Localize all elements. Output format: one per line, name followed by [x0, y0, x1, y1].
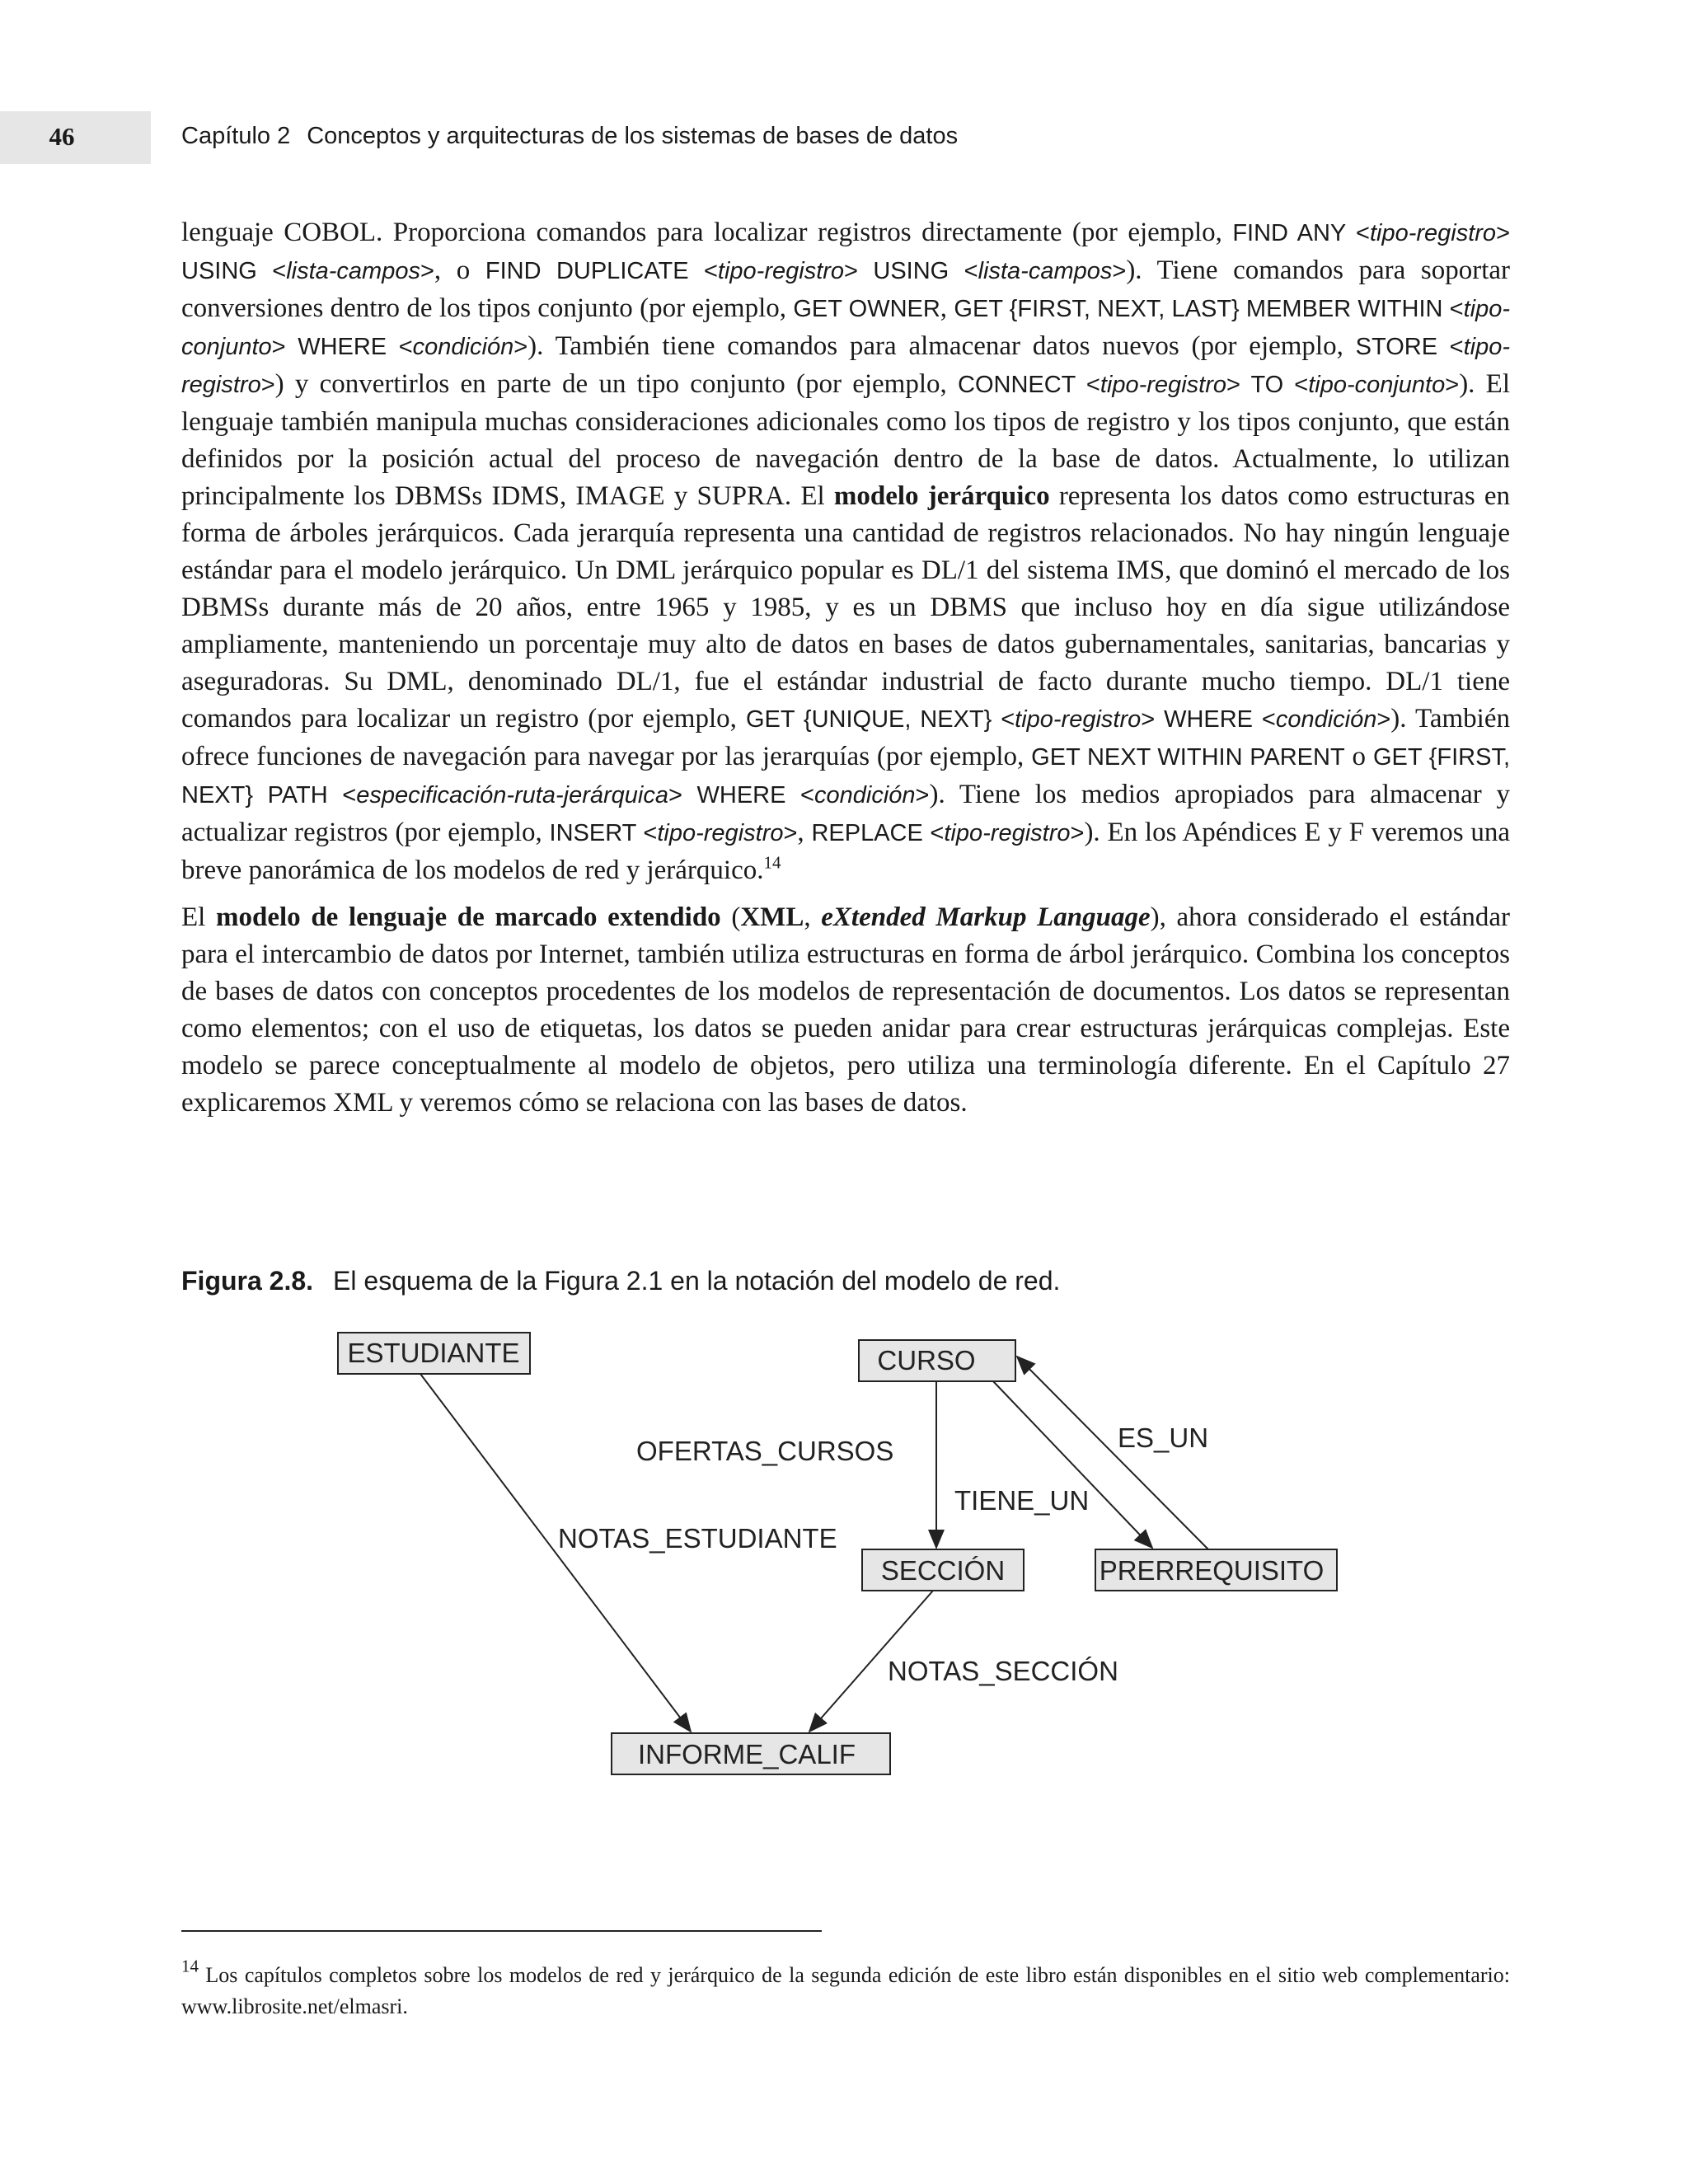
node-estudiante: [338, 1333, 530, 1374]
footnote-number: 14: [181, 1956, 199, 1976]
footnote-ref[interactable]: 14: [763, 852, 781, 873]
label-notas-seccion: NOTAS_SECCIÓN: [888, 1656, 1118, 1686]
svg-text:CURSO: CURSO: [877, 1345, 976, 1376]
term-modelo-jerarquico: modelo jerárquico: [833, 481, 1050, 511]
edge-curso-to-prerrequisito: [993, 1381, 1152, 1548]
paragraph-2: El modelo de lenguaje de marcado extendido (XML, eXtended Markup Language), ahora considerado el estándar para el intercambio de datos por Internet, también utiliza estructuras en forma de árbol jerárquico. Combina los conceptos de bases de datos con conceptos procedentes de los modelos de representación de documentos. Los datos se representan como elementos; con el uso de etiquetas, los datos se pueden anidar para crear estructuras jerárquicas complejas. Este modelo se parece conceptualmente al modelo de objetos, pero utiliza una terminología diferente. En el Capítulo 27 explicaremos XML y veremos cómo se relaciona con las bases de datos.: [181, 902, 1510, 1118]
svg-text:ESTUDIANTE: ESTUDIANTE: [347, 1338, 520, 1368]
edge-prerrequisito-to-curso: [1017, 1357, 1208, 1549]
footnote-text: Los capítulos completos sobre los modelos de red y jerárquico de la segunda edición de este libro están disponibles en el sitio web complementario: www.librosite.net/elmasri.: [181, 1963, 1510, 2018]
node-informe-calif: [612, 1733, 890, 1774]
label-tiene-un: TIENE_UN: [954, 1485, 1090, 1516]
term-xml-model: modelo de lenguaje de marcado extendido: [216, 902, 721, 932]
node-seccion: [862, 1549, 1024, 1591]
chapter-title: Conceptos y arquitecturas de los sistemas de bases de datos: [307, 123, 959, 149]
footnote: [181, 1956, 1510, 2022]
svg-text:SECCIÓN: SECCIÓN: [880, 1555, 1006, 1586]
figure-caption-text: El esquema de la Figura 2.1 en la notación del modelo de red.: [333, 1266, 1061, 1296]
running-header: [181, 123, 958, 150]
chapter-label: Capítulo 2: [181, 123, 291, 149]
figure-caption: [181, 1266, 1060, 1296]
label-ofertas-cursos: OFERTAS_CURSOS: [636, 1436, 894, 1466]
figure-label: Figura 2.8.: [181, 1266, 314, 1296]
label-notas-estudiante: NOTAS_ESTUDIANTE: [558, 1523, 837, 1554]
node-prerrequisito: [1095, 1549, 1337, 1591]
footnote-divider: [181, 1930, 822, 1932]
network-schema-diagram: [0, 1310, 1688, 1805]
body-text: [181, 214, 1510, 1122]
paragraph-1: lenguaje COBOL. Proporciona comandos para localizar registros directamente (por ejemplo, FIND ANY <tipo-registro> USING <lista-campos>, o FIND DUPLICATE <tipo-registro> USING <lista-campos>). Tiene comandos para soportar conversiones dentro de los tipos conjunto (por ejemplo, GET OWNER, GET {FIRST, NEXT, LAST} MEMBER WITHIN <tipo-conjunto> WHERE <condición>). También tiene comandos para almacenar datos nuevos (por ejemplo, STORE <tipo-registro>) y convertirlos en parte de un tipo conjunto (por ejemplo, CONNECT <tipo-registro> TO <tipo-conjunto>). El lenguaje también manipula muchas consideraciones adicionales como los tipos de registro y los tipos conjunto, que están definidos por la posición actual del proceso de navegación dentro de la base de datos. Actualmente, lo utilizan principalmente los DBMSs IDMS, IMAGE y SUPRA. El modelo jerárquico representa los datos como estructuras en forma de árboles jerárquicos. Cada jerarquía representa una cantidad de registros relacionados. No hay ningún lenguaje estándar para el modelo jerárquico. Un DML jerárquico popular es DL/1 del sistema IMS, que dominó el mercado de los DBMSs durante más de 20 años, entre 1965 y 1985, y es un DBMS que incluso hoy en día sigue utilizándose ampliamente, manteniendo un porcentaje muy alto de datos en bases de datos gubernamentales, sanitarias, bancarias y aseguradoras. Su DML, denominado DL/1, fue el estándar industrial de facto durante mucho tiempo. DL/1 tiene comandos para localizar un registro (por ejemplo, GET {UNIQUE, NEXT} <tipo-registro> WHERE <condición>). También ofrece funciones de navegación para navegar por las jerarquías (por ejemplo, GET NEXT WITHIN PARENT o GET {FIRST, NEXT} PATH <especificación-ruta-jerárquica> WHERE <condición>). Tiene los medios apropiados para almacenar y actualizar registros (por ejemplo, INSERT <tipo-registro>, REPLACE <tipo-registro>). En los Apéndices E y F veremos una breve panorámica de los modelos de red y jerárquico.$^{14}$: [181, 218, 1511, 885]
svg-text:INFORME_CALIF: INFORME_CALIF: [637, 1739, 856, 1769]
label-es-un: ES_UN: [1118, 1422, 1209, 1453]
svg-text:PRERREQUISITO: PRERREQUISITO: [1099, 1555, 1325, 1586]
node-curso: [859, 1340, 1015, 1381]
page-number: 46: [49, 122, 75, 151]
